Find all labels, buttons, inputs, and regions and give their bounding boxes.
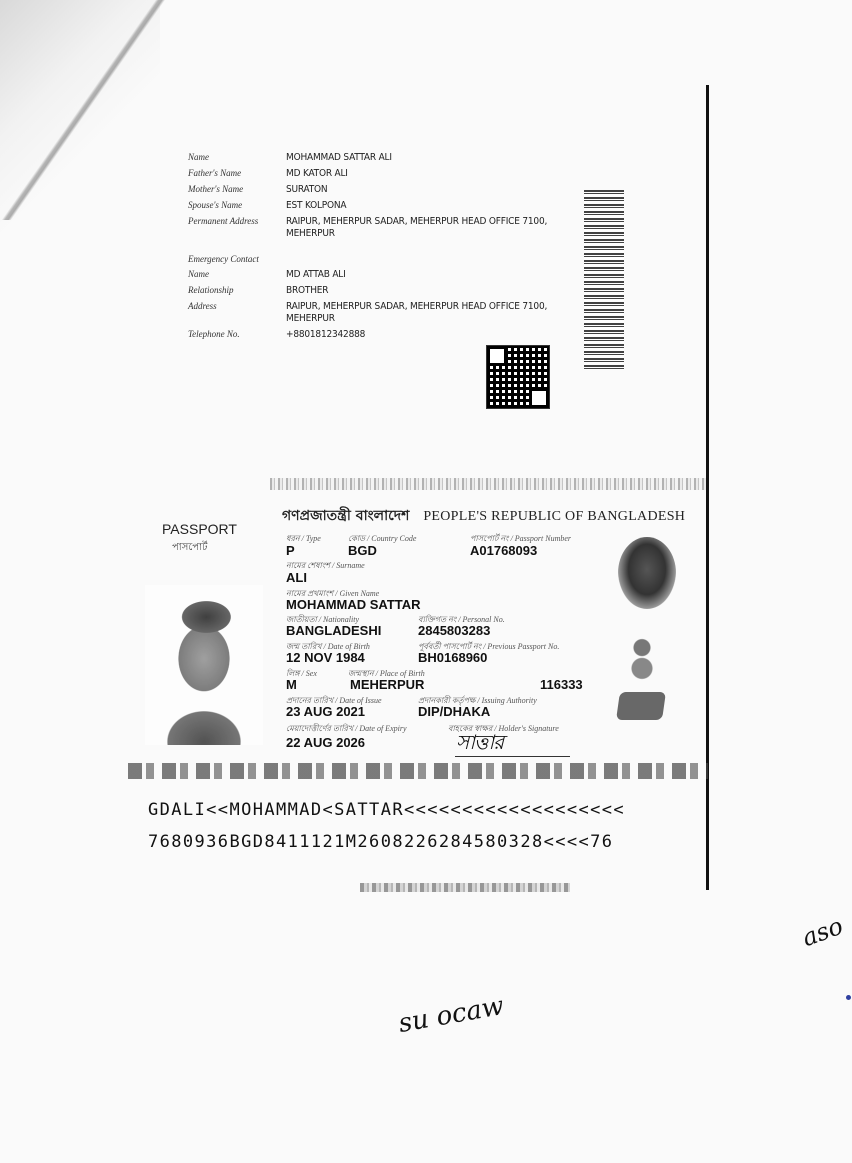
detail-value: BROTHER [286, 285, 329, 296]
label-personal-no: ব্যক্তিগত নং / Personal No. [418, 615, 505, 624]
detail-label: Permanent Address [188, 216, 259, 226]
label-date-of-expiry: মেয়াদোত্তীর্ণের তারিখ / Date of Expiry [286, 724, 407, 733]
detail-value: RAIPUR, MEHERPUR SADAR, MEHERPUR HEAD OFFICE 7100, MEHERPUR [286, 216, 548, 239]
label-issuing-authority: প্রদানকারী কর্তৃপক্ষ / Issuing Authority [418, 696, 537, 705]
chip-symbol [616, 692, 666, 720]
emergency-row-address [188, 301, 568, 325]
value-issuing-authority: DIP/DHAKA [418, 704, 491, 719]
label-nationality: জাতীয়তা / Nationality [286, 615, 360, 624]
detail-value: MD KATOR ALI [286, 168, 348, 179]
holder-signature: সাত্তার [456, 730, 504, 754]
country-header [282, 504, 712, 528]
detail-value: EST KOLPONA [286, 200, 347, 211]
country-name-en: PEOPLE'S REPUBLIC OF BANGLADESH [423, 509, 686, 524]
mrz-line-2: 7680936BGD8411121M2608226284580328<<<<76 [148, 832, 614, 852]
security-band [270, 478, 706, 490]
detail-label: Address [188, 301, 217, 311]
value-place-of-birth: MEHERPUR [350, 677, 425, 692]
ghost-image [618, 537, 676, 609]
detail-row-spouse [188, 200, 568, 212]
document-title: PASSPORT [162, 521, 237, 537]
emergency-heading: Emergency Contact [188, 254, 259, 264]
value-date-of-expiry: 22 AUG 2026 [286, 735, 366, 750]
label-holder-signature: বাহকের স্বাক্ষর / Holder's Signature [448, 724, 559, 733]
value-date-of-issue: 23 AUG 2021 [286, 704, 366, 719]
detail-value: +8801812342888 [286, 329, 366, 340]
label-date-of-birth: জন্ম তারিখ / Date of Birth [286, 642, 370, 651]
label-date-of-issue: প্রদানের তারিখ / Date of Issue [286, 696, 382, 705]
value-nationality: BANGLADESHI [286, 623, 382, 638]
detail-value: MD ATTAB ALI [286, 269, 346, 280]
value-type: P [286, 543, 295, 558]
label-passport-number: পাসপোর্ট নং / Passport Number [470, 534, 572, 543]
signature-line [455, 756, 570, 757]
page-fold-line [0, 0, 170, 220]
value-previous-passport: BH0168960 [418, 650, 488, 665]
personal-details-section [188, 152, 568, 345]
emergency-row-relationship [188, 285, 568, 297]
handwritten-note: su ocaw [396, 990, 507, 1040]
holder-photo [145, 585, 263, 745]
label-sex: লিঙ্গ / Sex [286, 669, 317, 678]
detail-label: Father's Name [188, 168, 242, 178]
emergency-row-name [188, 269, 568, 281]
barcode-image [584, 190, 624, 370]
national-emblem [624, 632, 660, 684]
handwritten-side-note: aso [798, 911, 847, 953]
value-passport-number: A01768093 [470, 543, 538, 558]
security-dash-row [128, 763, 708, 779]
value-date-of-birth: 12 NOV 1984 [286, 650, 365, 665]
value-sex: M [286, 677, 297, 692]
label-place-of-birth: জন্মস্থান / Place of Birth [348, 669, 425, 678]
label-previous-passport: পূর্ববর্তী পাসপোর্ট নং / Previous Passport No. [418, 642, 560, 651]
value-country-code: BGD [348, 543, 377, 558]
emergency-heading-row [188, 254, 568, 265]
label-given-name: নামের প্রথমাংশ / Given Name [286, 589, 380, 598]
detail-label: Telephone No. [188, 329, 240, 339]
detail-label: Mother's Name [188, 184, 244, 194]
value-surname: ALI [286, 570, 307, 585]
country-name-bn: গণপ্রজাতন্ত্রী বাংলাদেশ [282, 508, 410, 524]
detail-label: Spouse's Name [188, 200, 243, 210]
label-type: ধরন / Type [286, 534, 321, 543]
detail-label: Name [188, 269, 209, 279]
label-country-code: কোড / Country Code [348, 534, 417, 543]
label-surname: নামের শেষাংশ / Surname [286, 561, 365, 570]
bottom-security-band [360, 883, 570, 892]
value-birth-place-code: 116333 [540, 677, 583, 692]
detail-label: Relationship [188, 285, 234, 295]
detail-row-permanent-address [188, 216, 568, 240]
value-personal-no: 2845803283 [418, 623, 491, 638]
value-given-name: MOHAMMAD SATTAR [286, 597, 421, 612]
qr-code [486, 345, 550, 409]
detail-value: MOHAMMAD SATTAR ALI [286, 152, 392, 163]
detail-row-father [188, 168, 568, 180]
detail-row-mother [188, 184, 568, 196]
ink-dot [846, 995, 851, 1000]
detail-label: Name [188, 152, 209, 162]
detail-row-name [188, 152, 568, 164]
detail-value: SURATON [286, 184, 328, 195]
emergency-row-telephone [188, 329, 568, 341]
detail-value: RAIPUR, MEHERPUR SADAR, MEHERPUR HEAD OFFICE 7100, MEHERPUR [286, 301, 548, 324]
document-title-bn: পাসপোর্ট [172, 542, 208, 553]
mrz-line-1: GDALI<<MOHAMMAD<SATTAR<<<<<<<<<<<<<<<<<<< [148, 800, 626, 820]
